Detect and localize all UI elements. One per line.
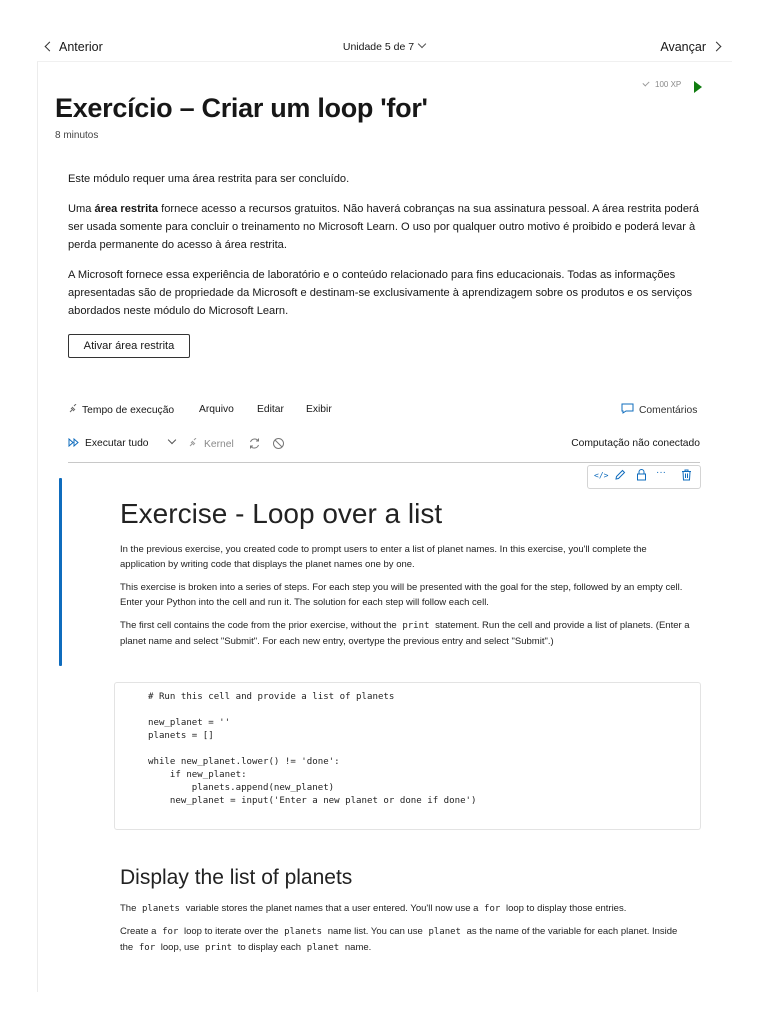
previous-label: Anterior bbox=[59, 40, 103, 54]
cell-heading: Exercise - Loop over a list bbox=[120, 498, 443, 529]
chevron-down-icon bbox=[168, 436, 176, 444]
more-options-icon[interactable]: ··· bbox=[656, 467, 666, 478]
text-span: loop to iterate over the bbox=[183, 926, 279, 937]
check-icon bbox=[642, 79, 649, 86]
run-all-label: Executar tudo bbox=[85, 438, 149, 449]
stop-icon bbox=[272, 437, 285, 450]
divider bbox=[68, 462, 700, 463]
run-all-icon bbox=[68, 438, 80, 447]
menu-file[interactable]: Arquivo bbox=[199, 404, 234, 415]
cell-heading: Display the list of planets bbox=[120, 866, 353, 889]
text-span: Uma bbox=[68, 203, 95, 215]
text-span: name. bbox=[344, 942, 372, 953]
delete-icon[interactable] bbox=[681, 469, 692, 484]
inline-code: planet bbox=[428, 927, 461, 937]
text-span: as the name of the variable for each planet. Inside the bbox=[120, 926, 678, 953]
code-cell[interactable] bbox=[114, 682, 701, 830]
interrupt-kernel-button[interactable] bbox=[272, 437, 285, 453]
text-span: to display each bbox=[237, 942, 302, 953]
cell-paragraph: This exercise is broken into a series of steps. For each step you will be presented with the goal for the step, followed by an empty cell. Enter your Python into the cell and run it. The solution for each step will follow each cell. bbox=[120, 582, 683, 608]
comments-button[interactable] bbox=[621, 403, 697, 416]
inline-code: planet bbox=[306, 943, 340, 953]
restart-kernel-button[interactable] bbox=[248, 437, 261, 453]
next-label: Avançar bbox=[660, 40, 706, 54]
duration: 8 minutos bbox=[55, 130, 99, 141]
code-editor[interactable]: # Run this cell and provide a list of planets new_planet = '' planets = [] while new_planet.lower() != 'done': if new_planet: planets.append(new_planet) new_planet = input('Enter a new planet or done if done') bbox=[148, 692, 477, 806]
cell-paragraph: In the previous exercise, you created code to prompt users to enter a list of planet names. In this exercise, you'll complete the application by writing code that displays the planet names one by one. bbox=[120, 544, 647, 570]
run-options-dropdown[interactable] bbox=[164, 437, 175, 448]
active-cell-indicator bbox=[59, 478, 62, 666]
kernel-selector[interactable] bbox=[188, 438, 234, 450]
plug-icon bbox=[68, 404, 78, 414]
compute-status: Computação não conectado bbox=[571, 438, 700, 449]
play-icon[interactable] bbox=[694, 81, 702, 93]
sandbox-disclaimer: A Microsoft fornece essa experiência de laboratório e o conteúdo relacionado para fins educacionais. Todas as informações apresentadas são de propriedade da Microsoft e destinam-se exclusivamente à aprendizagem sobre os produtos e os serviços abordados neste módulo do Microsoft Learn. bbox=[68, 269, 693, 317]
inline-code: print bbox=[204, 943, 233, 953]
text-span: statement. Run the cell and provide a list of planets. (Enter a planet name and select "Submit". For each new entry, overtype the previous entry and select "Submit".) bbox=[120, 620, 690, 647]
kernel-label: Kernel bbox=[204, 439, 234, 450]
cell-toolbar bbox=[587, 465, 701, 489]
unit-selector[interactable] bbox=[0, 41, 768, 53]
text-span: Create a bbox=[120, 926, 157, 937]
inline-code: print bbox=[402, 621, 430, 631]
chevron-right-icon bbox=[712, 42, 722, 52]
menu-edit[interactable]: Editar bbox=[257, 404, 284, 415]
next-link[interactable] bbox=[660, 40, 720, 54]
activate-sandbox-button[interactable]: Ativar área restrita bbox=[68, 334, 190, 358]
xp-badge bbox=[643, 80, 681, 89]
code-view-icon[interactable]: </> bbox=[594, 471, 609, 480]
menu-runtime[interactable] bbox=[68, 404, 174, 416]
sandbox-required-text: Este módulo requer uma área restrita para ser concluído. bbox=[68, 173, 350, 185]
comments-label: Comentários bbox=[639, 405, 698, 416]
cell-paragraph bbox=[120, 924, 690, 956]
inline-code: for bbox=[162, 927, 179, 937]
run-all-button[interactable] bbox=[68, 438, 149, 449]
unit-label: Unidade 5 de 7 bbox=[342, 41, 415, 53]
edit-pencil-icon[interactable] bbox=[614, 469, 626, 484]
inline-code: for bbox=[484, 904, 501, 914]
xp-value: 100 XP bbox=[655, 80, 682, 89]
sandbox-term: área restrita bbox=[94, 203, 159, 215]
unit-navigation bbox=[0, 0, 768, 60]
sandbox-description bbox=[68, 200, 708, 254]
menu-view[interactable]: Exibir bbox=[306, 404, 332, 415]
inline-code: for bbox=[138, 943, 156, 953]
menu-runtime-label: Tempo de execução bbox=[82, 405, 175, 416]
text-span: fornece acesso a recursos gratuitos. Não haverá cobranças na sua assinatura pessoal. A área restrita poderá ser usada somente para concluir o treinamento no Microsoft Learn. O uso por qualquer outro motivo é proibido e poderá levar à perda permanente do acesso à área restrita. bbox=[68, 203, 699, 251]
restart-icon bbox=[248, 437, 261, 450]
cell-paragraph bbox=[120, 618, 690, 649]
page-title: Exercício – Criar um loop 'for' bbox=[55, 93, 428, 123]
lock-icon[interactable] bbox=[636, 469, 647, 484]
text-span: loop, use bbox=[160, 942, 200, 953]
inline-code: planets bbox=[142, 904, 180, 914]
chevron-down-icon bbox=[418, 40, 426, 48]
text-span: The bbox=[120, 903, 137, 914]
comment-icon bbox=[621, 403, 634, 414]
text-span: name list. You can use bbox=[327, 926, 423, 937]
plug-icon bbox=[188, 438, 198, 448]
inline-code: planets bbox=[284, 927, 323, 937]
text-span: variable stores the planet names that a user entered. You'll now use a bbox=[185, 903, 479, 914]
text-span: loop to display those entries. bbox=[505, 903, 627, 914]
cell-paragraph bbox=[120, 901, 690, 917]
text-span: The first cell contains the code from the prior exercise, without the bbox=[120, 620, 397, 631]
